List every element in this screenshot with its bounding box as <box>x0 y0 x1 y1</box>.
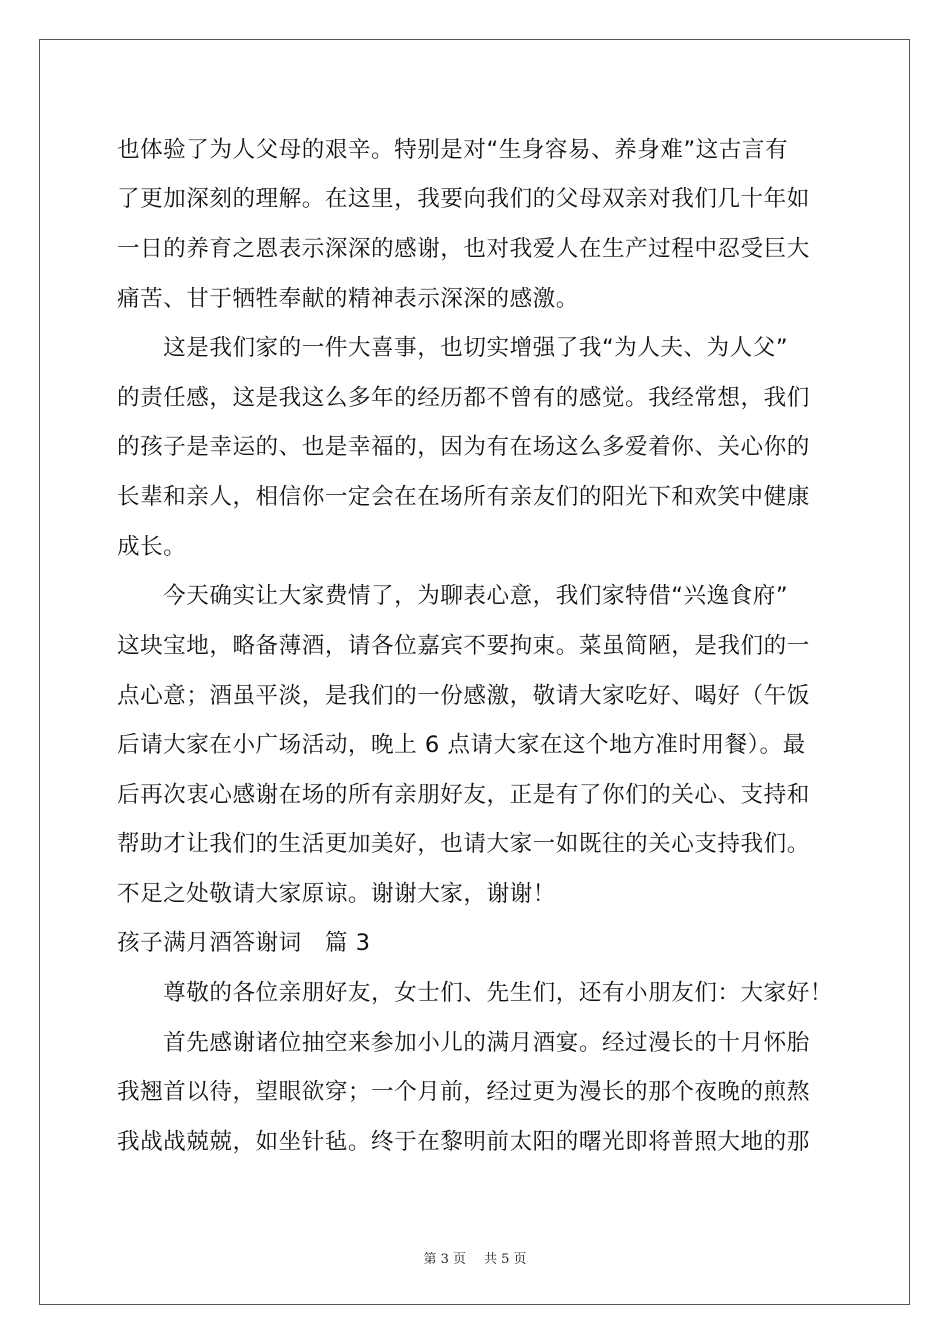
page-number: 第 3 页 <box>423 1252 466 1267</box>
text-line: 今天确实让大家费情了，为聊表心意，我们家特借“兴逸食府” <box>117 583 789 609</box>
text-line: 尊敬的各位亲朋好友，女士们、先生们，还有小朋友们：大家好！ <box>117 980 833 1006</box>
text-line: 首先感谢诸位抽空来参加小儿的满月酒宴。经过漫长的十月怀胎 <box>117 1030 810 1056</box>
text-line: 长辈和亲人，相信你一定会在在场所有亲友们的阳光下和欢笑中健康 <box>117 484 810 510</box>
text-line: 我战战兢兢，如坐针毡。终于在黎明前太阳的曙光即将普照大地的那 <box>117 1129 810 1155</box>
text-line: 也体验了为人父母的艰辛。特别是对“生身容易、养身难”这古言有 <box>117 137 789 163</box>
page-footer <box>0 1248 950 1267</box>
text-line: 的责任感，这是我这么多年的经历都不曾有的感觉。我经常想，我们 <box>117 385 810 411</box>
text-line: 帮助才让我们的生活更加美好，也请大家一如既往的关心支持我们。 <box>117 831 810 857</box>
text-line: 一日的养育之恩表示深深的感谢，也对我爱人在生产过程中忍受巨大 <box>117 236 810 262</box>
text-line: 点心意；酒虽平淡，是我们的一份感激，敬请大家吃好、喝好（午饭 <box>117 683 810 709</box>
text-line: 这块宝地，略备薄酒，请各位嘉宾不要拘束。菜虽简陋，是我们的一 <box>117 633 810 659</box>
page-total: 共 5 页 <box>484 1252 527 1267</box>
text-line: 后再次衷心感谢在场的所有亲朋好友，正是有了你们的关心、支持和 <box>117 782 810 808</box>
text-line: 我翘首以待，望眼欲穿；一个月前，经过更为漫长的那个夜晚的煎熬 <box>117 1079 810 1105</box>
page-frame <box>39 39 910 1305</box>
text-line: 成长。 <box>117 534 187 560</box>
text-line: 的孩子是幸运的、也是幸福的，因为有在场这么多爱着你、关心你的 <box>117 434 810 460</box>
text-line: 不足之处敬请大家原谅。谢谢大家，谢谢！ <box>117 881 556 907</box>
text-line: 后请大家在小广场活动，晚上 6 点请大家在这个地方准时用餐）。最 <box>117 732 806 758</box>
section-heading: 孩子满月酒答谢词 篇 3 <box>117 930 371 956</box>
text-line: 这是我们家的一件大喜事，也切实增强了我“为人夫、为人父” <box>117 335 789 361</box>
text-line: 了更加深刻的理解。在这里，我要向我们的父母双亲对我们几十年如 <box>117 186 810 212</box>
text-line: 痛苦、甘于牺牲奉献的精神表示深深的感激。 <box>117 286 579 312</box>
